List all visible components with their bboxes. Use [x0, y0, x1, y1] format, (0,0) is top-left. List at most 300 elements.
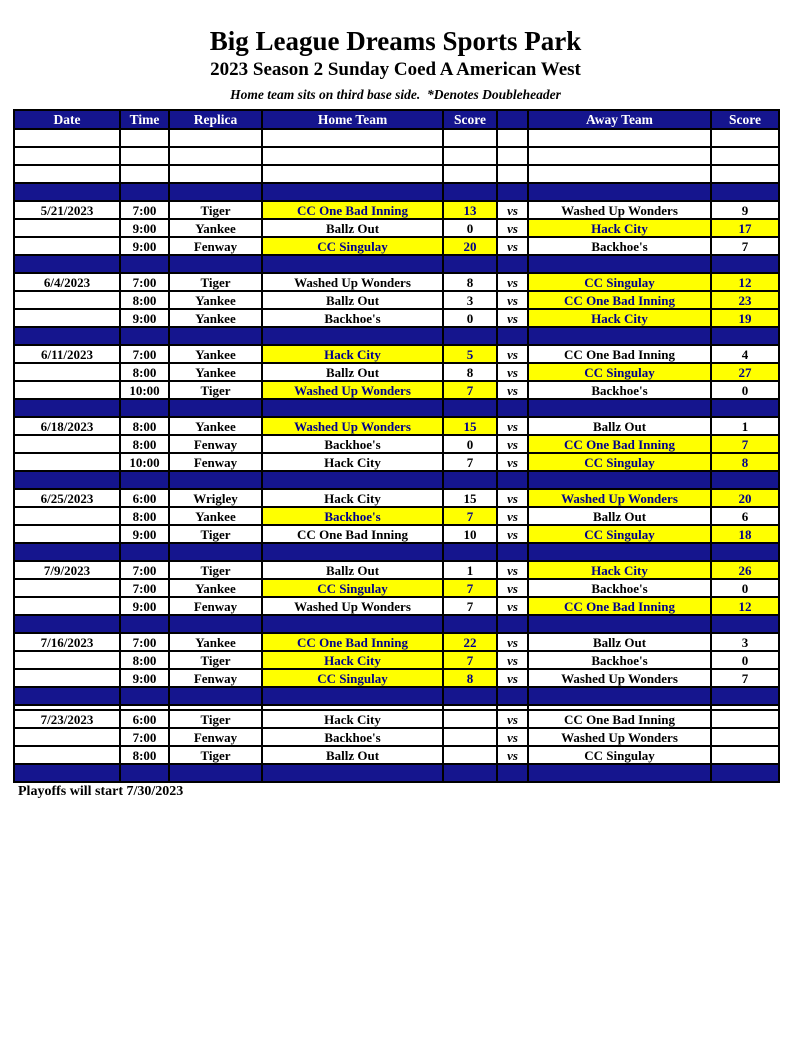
away-team-cell: Ballz Out [528, 507, 711, 525]
game-row [14, 507, 779, 525]
schedule-table [13, 109, 780, 783]
date-cell [14, 746, 120, 764]
date-cell [14, 237, 120, 255]
time-cell [120, 399, 169, 417]
home-team-cell: Hack City [262, 345, 443, 363]
home-score-cell: 1 [443, 561, 497, 579]
time-cell [120, 255, 169, 273]
time-cell [120, 165, 169, 183]
vs-cell: vs [497, 728, 528, 746]
away-score-cell [711, 615, 779, 633]
home-team-cell: Ballz Out [262, 363, 443, 381]
game-row [14, 273, 779, 291]
home-score-cell [443, 129, 497, 147]
away-score-cell: 4 [711, 345, 779, 363]
home-team-cell: Hack City [262, 489, 443, 507]
away-team-cell: Backhoe's [528, 651, 711, 669]
home-team-cell [262, 129, 443, 147]
home-score-cell [443, 746, 497, 764]
time-cell: 9:00 [120, 219, 169, 237]
home-score-cell [443, 327, 497, 345]
time-cell: 9:00 [120, 237, 169, 255]
game-row [14, 219, 779, 237]
date-cell [14, 381, 120, 399]
time-cell: 8:00 [120, 363, 169, 381]
vs-cell [497, 255, 528, 273]
date-cell: 6/11/2023 [14, 345, 120, 363]
home-score-cell [443, 147, 497, 165]
home-team-cell [262, 327, 443, 345]
page-title: Big League Dreams Sports Park [209, 26, 582, 56]
date-cell [14, 327, 120, 345]
replica-cell [169, 129, 262, 147]
away-team-cell: CC One Bad Inning [528, 597, 711, 615]
home-team-cell: Hack City [262, 651, 443, 669]
vs-cell [497, 687, 528, 705]
vs-cell [497, 399, 528, 417]
game-row [14, 633, 779, 651]
game-row [14, 746, 779, 764]
separator-row [14, 399, 779, 417]
replica-cell: Yankee [169, 345, 262, 363]
vs-cell: vs [497, 309, 528, 327]
date-cell [14, 255, 120, 273]
home-team-cell [262, 615, 443, 633]
separator-row [14, 327, 779, 345]
away-team-cell [528, 327, 711, 345]
vs-cell [497, 129, 528, 147]
date-cell [14, 147, 120, 165]
time-cell: 7:00 [120, 728, 169, 746]
away-score-cell [711, 327, 779, 345]
home-team-cell: Ballz Out [262, 291, 443, 309]
game-row [14, 597, 779, 615]
away-score-cell: 6 [711, 507, 779, 525]
home-score-cell [443, 710, 497, 728]
away-team-cell: CC Singulay [528, 453, 711, 471]
date-cell: 7/23/2023 [14, 710, 120, 728]
date-cell [14, 129, 120, 147]
away-score-cell [711, 399, 779, 417]
time-cell [120, 764, 169, 782]
away-team-cell [528, 255, 711, 273]
away-team-cell [528, 615, 711, 633]
vs-cell [497, 327, 528, 345]
home-team-cell: CC Singulay [262, 237, 443, 255]
away-team-cell: Washed Up Wonders [528, 201, 711, 219]
empty-row [14, 129, 779, 147]
vs-cell [497, 471, 528, 489]
vs-cell: vs [497, 273, 528, 291]
vs-cell: vs [497, 597, 528, 615]
home-score-cell: 7 [443, 597, 497, 615]
replica-cell: Tiger [169, 525, 262, 543]
away-score-cell [711, 710, 779, 728]
time-cell: 8:00 [120, 507, 169, 525]
vs-cell [497, 764, 528, 782]
home-team-cell [262, 687, 443, 705]
time-cell: 7:00 [120, 633, 169, 651]
home-score-cell: 0 [443, 435, 497, 453]
vs-cell [497, 543, 528, 561]
home-score-cell [443, 399, 497, 417]
home-team-cell [262, 165, 443, 183]
column-header-time: Time [120, 110, 169, 129]
home-score-cell: 0 [443, 309, 497, 327]
away-team-cell [528, 129, 711, 147]
home-score-cell: 5 [443, 345, 497, 363]
away-score-cell: 20 [711, 489, 779, 507]
replica-cell: Yankee [169, 633, 262, 651]
date-cell [14, 525, 120, 543]
time-cell [120, 147, 169, 165]
away-score-cell: 0 [711, 579, 779, 597]
game-row [14, 363, 779, 381]
replica-cell [169, 183, 262, 201]
away-score-cell [711, 543, 779, 561]
date-cell [14, 728, 120, 746]
away-score-cell: 3 [711, 633, 779, 651]
time-cell: 6:00 [120, 710, 169, 728]
home-score-cell: 7 [443, 651, 497, 669]
replica-cell: Tiger [169, 710, 262, 728]
game-row [14, 728, 779, 746]
away-score-cell: 8 [711, 453, 779, 471]
home-team-cell: Hack City [262, 453, 443, 471]
away-team-cell: Backhoe's [528, 381, 711, 399]
date-cell [14, 453, 120, 471]
schedule-table-body [14, 129, 779, 782]
page-subtitle: 2023 Season 2 Sunday Coed A American West [210, 59, 581, 81]
away-score-cell [711, 255, 779, 273]
away-team-cell: Hack City [528, 219, 711, 237]
replica-cell: Tiger [169, 561, 262, 579]
away-team-cell [528, 471, 711, 489]
away-team-cell: CC One Bad Inning [528, 435, 711, 453]
away-team-cell: Backhoe's [528, 237, 711, 255]
away-team-cell [528, 543, 711, 561]
replica-cell: Tiger [169, 651, 262, 669]
vs-cell: vs [497, 201, 528, 219]
away-team-cell: Washed Up Wonders [528, 669, 711, 687]
separator-row [14, 255, 779, 273]
home-team-cell [262, 399, 443, 417]
away-team-cell: CC Singulay [528, 363, 711, 381]
away-team-cell: CC One Bad Inning [528, 710, 711, 728]
away-score-cell: 7 [711, 669, 779, 687]
home-team-cell [262, 255, 443, 273]
home-team-cell: CC One Bad Inning [262, 201, 443, 219]
time-cell: 8:00 [120, 746, 169, 764]
home-team-cell: Washed Up Wonders [262, 381, 443, 399]
home-team-cell: Washed Up Wonders [262, 417, 443, 435]
away-score-cell [711, 471, 779, 489]
column-header-away-score: Score [711, 110, 779, 129]
away-score-cell: 19 [711, 309, 779, 327]
replica-cell: Fenway [169, 435, 262, 453]
game-row [14, 669, 779, 687]
away-team-cell: CC Singulay [528, 525, 711, 543]
time-cell: 7:00 [120, 345, 169, 363]
replica-cell: Wrigley [169, 489, 262, 507]
home-score-cell [443, 471, 497, 489]
away-score-cell [711, 165, 779, 183]
time-cell [120, 183, 169, 201]
separator-row [14, 543, 779, 561]
home-team-cell [262, 764, 443, 782]
date-cell [14, 597, 120, 615]
away-score-cell [711, 687, 779, 705]
column-header-home-score: Score [443, 110, 497, 129]
home-score-cell [443, 255, 497, 273]
replica-cell: Fenway [169, 728, 262, 746]
vs-cell: vs [497, 579, 528, 597]
home-team-cell: CC One Bad Inning [262, 633, 443, 651]
time-cell: 10:00 [120, 453, 169, 471]
away-team-cell [528, 687, 711, 705]
home-score-cell: 8 [443, 669, 497, 687]
away-score-cell: 18 [711, 525, 779, 543]
home-team-cell: Backhoe's [262, 309, 443, 327]
time-cell: 6:00 [120, 489, 169, 507]
home-team-cell: Backhoe's [262, 728, 443, 746]
date-cell [14, 471, 120, 489]
time-cell: 9:00 [120, 309, 169, 327]
playoffs-note: Playoffs will start 7/30/2023 [18, 784, 184, 800]
away-team-cell: Backhoe's [528, 579, 711, 597]
away-score-cell: 9 [711, 201, 779, 219]
replica-cell: Yankee [169, 507, 262, 525]
game-row [14, 710, 779, 728]
date-cell: 7/16/2023 [14, 633, 120, 651]
empty-row [14, 165, 779, 183]
time-cell [120, 471, 169, 489]
away-score-cell [711, 746, 779, 764]
replica-cell [169, 147, 262, 165]
game-row [14, 309, 779, 327]
column-header-date: Date [14, 110, 120, 129]
replica-cell [169, 399, 262, 417]
home-team-cell: Washed Up Wonders [262, 273, 443, 291]
replica-cell: Fenway [169, 237, 262, 255]
home-team-cell: CC One Bad Inning [262, 525, 443, 543]
game-row [14, 651, 779, 669]
date-cell [14, 764, 120, 782]
game-row [14, 561, 779, 579]
away-score-cell: 23 [711, 291, 779, 309]
time-cell: 8:00 [120, 651, 169, 669]
time-cell: 8:00 [120, 435, 169, 453]
replica-cell: Fenway [169, 597, 262, 615]
date-cell [14, 219, 120, 237]
replica-cell: Yankee [169, 291, 262, 309]
game-row [14, 237, 779, 255]
home-team-cell: Ballz Out [262, 746, 443, 764]
replica-cell [169, 255, 262, 273]
vs-cell: vs [497, 525, 528, 543]
away-team-cell: CC One Bad Inning [528, 345, 711, 363]
date-cell: 6/4/2023 [14, 273, 120, 291]
time-cell: 10:00 [120, 381, 169, 399]
date-cell [14, 165, 120, 183]
home-score-cell: 3 [443, 291, 497, 309]
away-team-cell: CC Singulay [528, 273, 711, 291]
replica-cell: Yankee [169, 219, 262, 237]
date-cell [14, 579, 120, 597]
time-cell [120, 543, 169, 561]
date-cell [14, 669, 120, 687]
away-score-cell: 12 [711, 597, 779, 615]
home-score-cell: 20 [443, 237, 497, 255]
away-team-cell: Ballz Out [528, 633, 711, 651]
home-team-note: Home team sits on third base side. *Denotes Doubleheader [230, 87, 561, 103]
home-score-cell: 10 [443, 525, 497, 543]
game-row [14, 291, 779, 309]
date-cell: 7/9/2023 [14, 561, 120, 579]
vs-cell: vs [497, 746, 528, 764]
home-score-cell: 13 [443, 201, 497, 219]
column-header-away-team: Away Team [528, 110, 711, 129]
away-score-cell [711, 183, 779, 201]
game-row [14, 525, 779, 543]
away-team-cell: CC Singulay [528, 746, 711, 764]
replica-cell: Tiger [169, 746, 262, 764]
replica-cell [169, 165, 262, 183]
vs-cell: vs [497, 381, 528, 399]
date-cell: 5/21/2023 [14, 201, 120, 219]
game-row [14, 489, 779, 507]
time-cell [120, 615, 169, 633]
home-score-cell: 7 [443, 453, 497, 471]
game-row [14, 579, 779, 597]
home-score-cell: 7 [443, 579, 497, 597]
away-team-cell: Hack City [528, 561, 711, 579]
home-team-cell: Ballz Out [262, 561, 443, 579]
replica-cell [169, 543, 262, 561]
time-cell: 7:00 [120, 579, 169, 597]
time-cell: 9:00 [120, 597, 169, 615]
column-header-replica: Replica [169, 110, 262, 129]
vs-cell [497, 147, 528, 165]
game-row [14, 201, 779, 219]
time-cell [120, 687, 169, 705]
replica-cell [169, 471, 262, 489]
game-row [14, 453, 779, 471]
home-score-cell [443, 728, 497, 746]
column-header-home-team: Home Team [262, 110, 443, 129]
date-cell: 6/18/2023 [14, 417, 120, 435]
vs-cell [497, 615, 528, 633]
vs-cell: vs [497, 669, 528, 687]
game-row [14, 345, 779, 363]
home-score-cell: 0 [443, 219, 497, 237]
home-team-cell [262, 471, 443, 489]
home-team-cell: CC Singulay [262, 579, 443, 597]
replica-cell: Tiger [169, 273, 262, 291]
away-score-cell: 12 [711, 273, 779, 291]
vs-cell: vs [497, 651, 528, 669]
away-score-cell: 7 [711, 237, 779, 255]
home-score-cell: 22 [443, 633, 497, 651]
date-cell [14, 363, 120, 381]
home-score-cell: 7 [443, 507, 497, 525]
replica-cell [169, 327, 262, 345]
away-team-cell [528, 183, 711, 201]
away-team-cell [528, 147, 711, 165]
home-score-cell [443, 543, 497, 561]
replica-cell: Yankee [169, 309, 262, 327]
away-team-cell [528, 764, 711, 782]
home-score-cell: 15 [443, 489, 497, 507]
home-score-cell: 7 [443, 381, 497, 399]
vs-cell: vs [497, 237, 528, 255]
time-cell: 9:00 [120, 525, 169, 543]
home-team-cell [262, 147, 443, 165]
time-cell [120, 327, 169, 345]
home-score-cell: 15 [443, 417, 497, 435]
away-score-cell: 0 [711, 651, 779, 669]
home-team-cell [262, 543, 443, 561]
vs-cell: vs [497, 219, 528, 237]
away-team-cell: Hack City [528, 309, 711, 327]
time-cell [120, 129, 169, 147]
date-cell [14, 543, 120, 561]
time-cell: 8:00 [120, 417, 169, 435]
date-cell [14, 507, 120, 525]
replica-cell [169, 764, 262, 782]
home-score-cell [443, 687, 497, 705]
schedule-table-head [14, 110, 779, 129]
away-team-cell: Washed Up Wonders [528, 728, 711, 746]
date-cell [14, 435, 120, 453]
vs-cell: vs [497, 435, 528, 453]
home-score-cell [443, 764, 497, 782]
away-score-cell [711, 728, 779, 746]
replica-cell [169, 687, 262, 705]
away-score-cell [711, 764, 779, 782]
home-score-cell [443, 615, 497, 633]
away-score-cell [711, 147, 779, 165]
away-team-cell [528, 165, 711, 183]
home-team-cell: Backhoe's [262, 507, 443, 525]
separator-row [14, 615, 779, 633]
away-team-cell: Ballz Out [528, 417, 711, 435]
replica-cell: Fenway [169, 669, 262, 687]
date-cell [14, 183, 120, 201]
vs-cell [497, 165, 528, 183]
away-score-cell: 7 [711, 435, 779, 453]
date-cell [14, 651, 120, 669]
vs-cell: vs [497, 507, 528, 525]
away-score-cell: 17 [711, 219, 779, 237]
replica-cell: Yankee [169, 417, 262, 435]
time-cell: 8:00 [120, 291, 169, 309]
home-team-cell: Washed Up Wonders [262, 597, 443, 615]
away-team-cell [528, 399, 711, 417]
date-cell [14, 399, 120, 417]
time-cell: 7:00 [120, 201, 169, 219]
home-team-cell [262, 183, 443, 201]
away-team-cell: CC One Bad Inning [528, 291, 711, 309]
replica-cell: Fenway [169, 453, 262, 471]
separator-row [14, 183, 779, 201]
column-header-vs [497, 110, 528, 129]
game-row [14, 435, 779, 453]
vs-cell: vs [497, 417, 528, 435]
away-score-cell [711, 129, 779, 147]
time-cell: 9:00 [120, 669, 169, 687]
away-score-cell: 26 [711, 561, 779, 579]
